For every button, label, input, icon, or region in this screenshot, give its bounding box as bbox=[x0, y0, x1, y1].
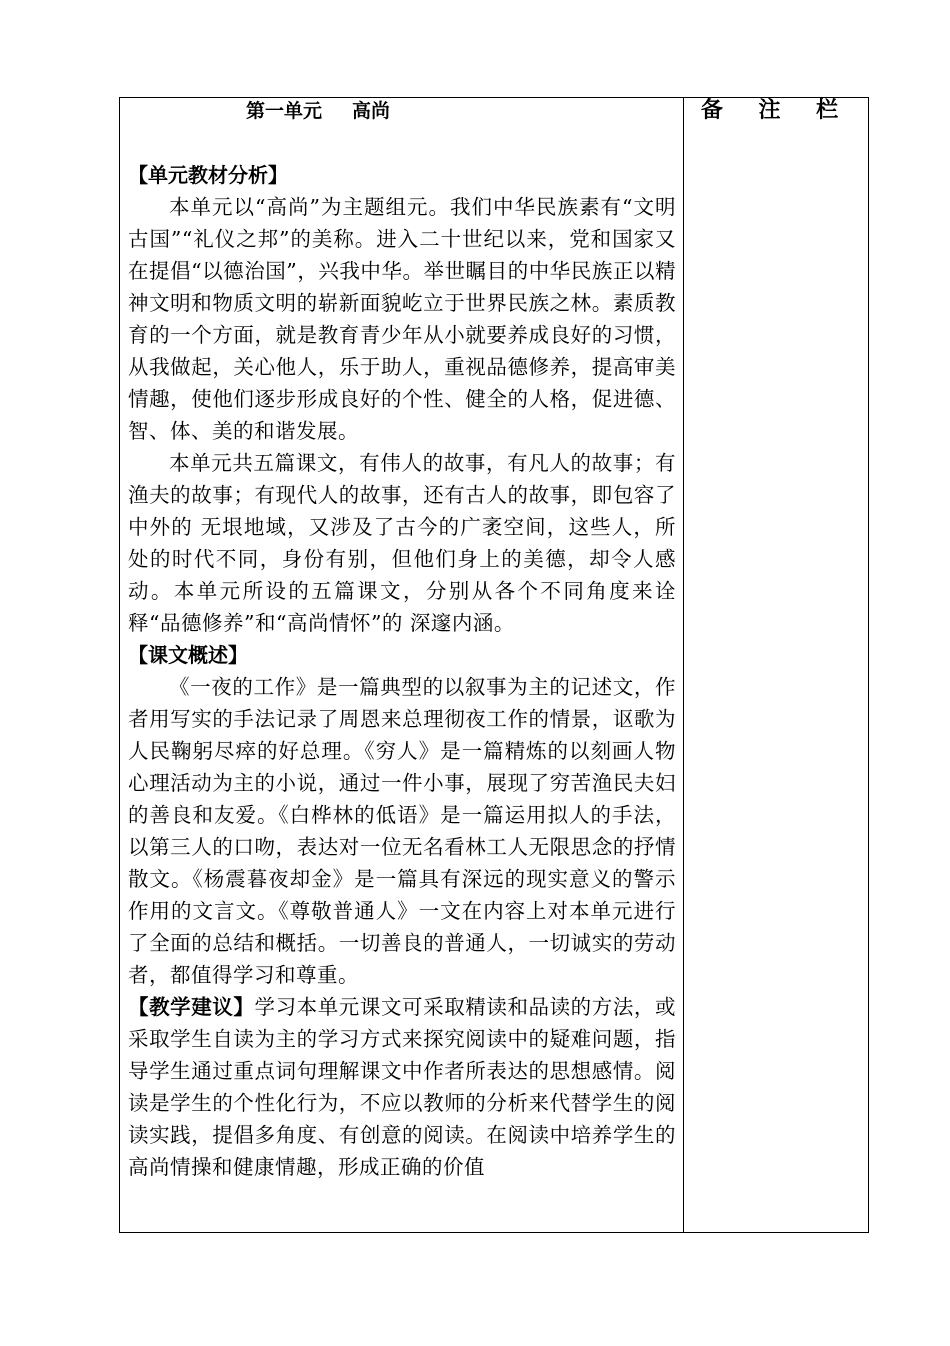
analysis-heading: 【单元教材分析】 bbox=[128, 163, 288, 187]
suggestion-text: 学习本单元课文可采取精读和品读的方法，或采取学生自读为主的学习方式来探究阅读中的疑难问题，指导学生通过重点词句理解课文中作者所表达的思想感情。阅读是学生的个性化行为，不应以教师的分析来代替学生的阅读实践，提倡多角度、有创意的阅读。在阅读中培养学生的高尚情操和健康情趣，形成正确的价值 bbox=[128, 995, 676, 1179]
column-divider bbox=[683, 97, 684, 1233]
analysis-paragraph-1: 本单元以“高尚”为主题组元。我们中华民族素有“文明古国”“礼仪之邦”的美称。进入二十世纪以来，党和国家又在提倡“以德治国”，兴我中华。举世瞩目的中华民族正以精神文明和物质文明的崭新面貌屹立于世界民族之林。素质教育的一个方面，就是教育青少年从小就要养成良好的习惯，从我做起，关心他人，乐于助人，重视品德修养，提高审美情趣，使他们逐步形成良好的个性、健全的人格，促进德、智、体、美的和谐发展。 bbox=[128, 195, 676, 443]
analysis-paragraph-2: 本单元共五篇课文，有伟人的故事，有凡人的故事；有渔夫的故事；有现代人的故事，还有古人的故事，即包容了中外的 无垠地域，又涉及了古今的广袤空间，这些人，所处的时代不同，身份有别，但他们身上的美德，却令人感动。本单元所设的五篇课文，分别从各个不同角度来诠释“品德修养”和“高尚情怀”的 深邃内涵。 bbox=[128, 451, 676, 635]
unit-number: 第一单元 bbox=[246, 100, 323, 122]
unit-theme: 高尚 bbox=[352, 100, 391, 122]
overview-paragraph: 《一夜的工作》是一篇典型的以叙事为主的记述文，作者用写实的手法记录了周恩来总理彻夜工作的情景，讴歌为人民鞠躬尽瘁的好总理。《穷人》是一篇精炼的以刻画人物心理活动为主的小说，通过一件小事，展现了穷苦渔民夫妇的善良和友爱。《白桦林的低语》是一篇运用拟人的手法，以第三人的口吻，表达对一位无名看林工人无限思念的抒情散文。《杨震暮夜却金》是一篇具有深远的现实意义的警示作用的文言文。《尊敬普通人》一文在内容上对本单元进行了全面的总结和概括。一切善良的普通人，一切诚实的劳动者，都值得学习和尊重。 bbox=[128, 675, 676, 987]
suggestion-paragraph bbox=[128, 991, 676, 1183]
overview-heading: 【课文概述】 bbox=[128, 643, 248, 667]
remarks-column-header: 备 注 栏 bbox=[700, 98, 853, 123]
suggestion-heading: 【教学建议】 bbox=[128, 995, 255, 1019]
unit-title bbox=[128, 97, 676, 125]
main-content-column bbox=[128, 97, 676, 1233]
